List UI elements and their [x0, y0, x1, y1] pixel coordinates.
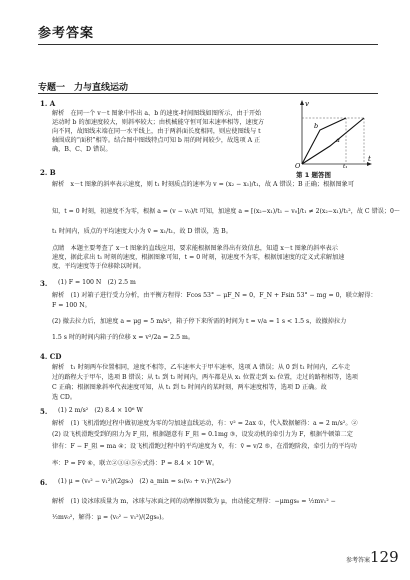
q3-text-line: (2) 撤去拉力后，加速度 a = μg = 5 m/s²，箱子停下来所需的时间为 t = v/a = 1 s < 1.5 s，故撤掉拉力 — [52, 318, 347, 325]
q5-text-line: 解析 (1) 飞机滑跑过程中做初速度为零的匀加速直线运动，有：v² = 2ax ①，代入数据解得：a = 2 m/s²。② — [52, 420, 358, 427]
q1-text-line: 确，B、C、D 错误。 — [52, 146, 112, 153]
q5-text-line: 律有：F − F_阻 = ma ④；设飞机滑跑过程中的平均速度为 v̄，有：v̄ = v/2 ⑤，在滑跑阶段，牵引力的平均功 — [52, 443, 357, 450]
title-divider — [38, 44, 378, 45]
question-2-answer: 2. B — [40, 168, 56, 177]
q1-text-line: 轴围成的“面积”相等。结合图中图线特点可知 b 用的时间较少，故选项 A 正 — [52, 137, 261, 144]
q6-text-line: ½mv₀²，解得：μ = (v₀² − v₁²)/(2gs₀)。 — [52, 514, 168, 521]
q2-text-line: 度，平均速度等于位移除以时间。 — [52, 263, 145, 270]
q5-answer-line: (1) 2 m/s² (2) 8.4 × 10⁶ W — [58, 407, 143, 414]
page-title: 参考答案 — [38, 26, 95, 41]
figure-caption: 第 1 题答图 — [296, 171, 332, 179]
section-title: 专题一 力与直线运动 — [38, 83, 129, 93]
q1-text-line: 运动时 b 的加速度较大，则斜率较大；由机械能守恒可知末速率相等，速度方 — [52, 119, 265, 126]
velocity-time-figure — [292, 98, 374, 168]
q1-text-line: 向不同，故图线末端在同一水平线上，由于两斜面长度相同，则应使图线与 t — [52, 128, 261, 135]
q5-text-line: (2) 设飞机滑跑受到的阻力为 F_阻，根据题意有 F_阻 = 0.1mg ③，设发动机的牵引力为 F，根据牛顿第二定 — [52, 431, 353, 438]
b-label: b — [314, 122, 319, 130]
v-label: v — [305, 100, 309, 108]
q2-text-line: 速度，据此求出 t₁ 时刻的速度，根据图象可知，t = 0 时刻，初速度不为零，根据加速度的定义式求解加速 — [52, 254, 345, 261]
line-a — [302, 118, 364, 164]
q3-text-line: 解析 (1) 对箱子进行受力分析，由平衡方程得：Fcos 53° − μF_N = 0，F_N + Fsin 53° − mg = 0，联立解得： — [52, 292, 377, 299]
question-3-answer: 3. — [40, 279, 48, 288]
section-divider — [38, 93, 378, 94]
q3-answer-line: (1) F = 100 N (2) 2.5 m — [58, 279, 136, 286]
v-axis-arrow — [300, 100, 304, 105]
q3-text-line: 1.5 s 时的时间内箱子的位移 x = v²/2a = 2.5 m。 — [52, 334, 195, 341]
page-number: 129 — [370, 548, 399, 566]
o-label: O — [295, 162, 301, 168]
a-label: a — [336, 136, 340, 144]
q5-text-line: 率：P = Fv̄ ⑥，联立②③④⑤⑥式得：P = 8.4 × 10⁶ W。 — [52, 460, 219, 467]
footer-label: 参考答案 — [346, 557, 371, 564]
q2-text-line: 解析 x－t 图象的斜率表示速度，则 t₁ 时刻质点的速率为 v = (x₂ − x₁)/t₁，故 A 错误；B 正确；根据图象可 — [52, 181, 355, 188]
q2-text-line: t₁ 时间内，质点的平均速度大小为 v̄ = x₁/t₁，故 D 错误，选 B。 — [52, 228, 232, 235]
q4-text-line: 解析 t₁ 时刻两车位置相同，速度不相等，乙车速率大于甲车速率，选项 A 错误；从 0 到 t₁ 时间内，乙车走 — [52, 364, 351, 371]
t1-label: t₁ — [343, 164, 348, 168]
t-label: t — [368, 155, 371, 163]
q1-text-line: 解析 在同一个 v－t 图象中作出 a、b 的速度-时间图线如图所示，由于开始 — [52, 110, 262, 117]
q3-text-line: F = 100 N。 — [52, 302, 91, 309]
q2-text-line: 点睛 本题主要考查了 x－t 图象的直线应用，要求能根据图象得出有效信息，知道 x－t 图象的斜率表示 — [52, 245, 338, 252]
q4-text-line: 选 CD。 — [52, 394, 77, 401]
question-5-answer: 5. — [40, 407, 48, 416]
q4-text-line: 过的路程大于甲车，选项 B 错误；从 t₁ 到 t₂ 时间内，两车都是从 x₁ 位置走到 x₂ 位置，走过的路程相等，选项 — [52, 374, 358, 381]
q2-text-line: 知，t = 0 时刻，初速度不为零，根据 a = (v − v₀)/t 可知，加速度 a = [(x₂−x₁)/t₁ − v₀]/t₁ ≠ 2(x₂−x₁)/t₁²，故 C 错误；0～ — [52, 208, 401, 215]
question-1-answer: 1. A — [40, 99, 56, 108]
question-6-answer: 6. — [40, 478, 48, 487]
q6-answer-line: (1) μ = (v₀² − v₁²)/(2gs₀) (2) a_min = s₁(v₀ + v₁)²/(2s₀²) — [58, 478, 231, 485]
q6-text-line: 解析 (1) 设冰球质量为 m，冰球与冰面之间的动摩擦因数为 μ，由动能定理得：−μmgs₀ = ½mv₁² − — [52, 498, 336, 505]
question-4-answer: 4. CD — [40, 352, 62, 361]
q4-text-line: C 正确；根据图象斜率代表速度可知，从 t₁ 到 t₂ 时间内的某时刻，两车速度相等，选项 D 正确。故 — [52, 384, 327, 391]
